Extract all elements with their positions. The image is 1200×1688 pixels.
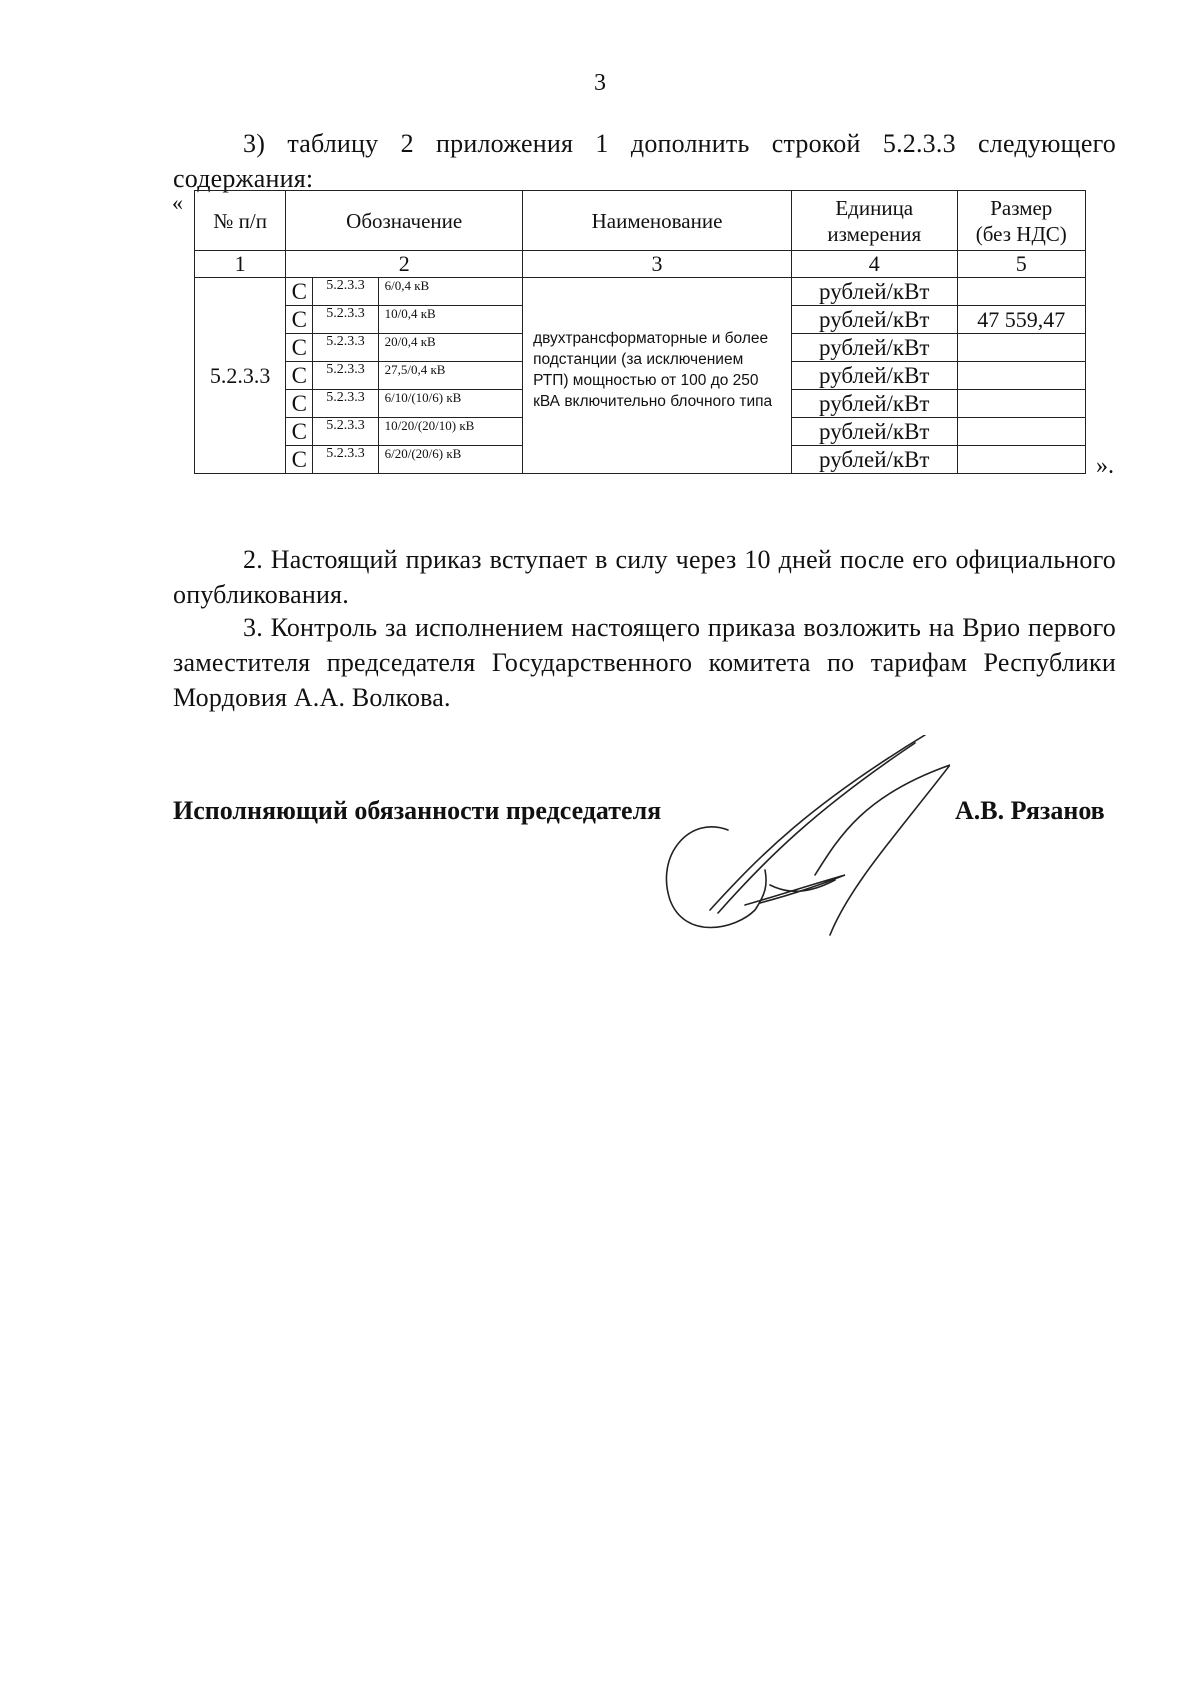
paragraph-3 bbox=[173, 610, 1116, 715]
size-cell bbox=[957, 390, 1085, 418]
category-letter: С bbox=[286, 418, 313, 446]
size-value: 47 559,47 bbox=[957, 306, 1085, 334]
size-cell bbox=[957, 362, 1085, 390]
intro-line-1: 3) таблицу 2 приложения 1 дополнить строкой 5.2.3.3 следующего bbox=[243, 129, 1116, 158]
sub-code: 5.2.3.3 bbox=[313, 306, 378, 334]
header-size bbox=[957, 191, 1085, 251]
voltage: 6/10/(10/6) кВ bbox=[378, 390, 522, 418]
unit-cell: рублей/кВт bbox=[791, 306, 957, 334]
intro-line-2: содержания: bbox=[173, 164, 314, 193]
sub-code: 5.2.3.3 bbox=[313, 362, 378, 390]
sub-code: 5.2.3.3 bbox=[313, 390, 378, 418]
category-letter: С bbox=[286, 278, 313, 306]
header-designation: Обозначение bbox=[286, 191, 523, 251]
sub-code: 5.2.3.3 bbox=[313, 418, 378, 446]
voltage: 27,5/0,4 кВ bbox=[378, 362, 522, 390]
category-letter: С bbox=[286, 306, 313, 334]
col-number: 1 bbox=[195, 251, 286, 278]
voltage: 20/0,4 кВ bbox=[378, 334, 522, 362]
header-size-line1: Размер bbox=[990, 195, 1053, 220]
handwritten-signature bbox=[650, 735, 950, 955]
size-cell bbox=[957, 278, 1085, 306]
voltage: 10/0,4 кВ bbox=[378, 306, 522, 334]
header-name: Наименование bbox=[523, 191, 792, 251]
table-header-row bbox=[195, 191, 1086, 251]
category-letter: С bbox=[286, 446, 313, 474]
header-num: № п/п bbox=[195, 191, 286, 251]
sub-code: 5.2.3.3 bbox=[313, 334, 378, 362]
unit-cell: рублей/кВт bbox=[791, 334, 957, 362]
opening-quote: « bbox=[172, 190, 183, 215]
page-number: 3 bbox=[594, 70, 606, 96]
size-cell bbox=[957, 446, 1085, 474]
voltage: 6/20/(20/6) кВ bbox=[378, 446, 522, 474]
header-size-line2: (без НДС) bbox=[975, 221, 1067, 246]
sub-code: 5.2.3.3 bbox=[313, 278, 378, 306]
size-cell bbox=[957, 418, 1085, 446]
description: двухтрансформаторные и более подстанции (за исключением РТП) мощностью от 100 до 250 кВА включительно блочного типа bbox=[523, 278, 792, 474]
paragraph-2-text: 2. Настоящий приказ вступает в силу через 10 дней после его официального опубликования. bbox=[173, 545, 1116, 609]
unit-cell: рублей/кВт bbox=[791, 278, 957, 306]
sub-code: 5.2.3.3 bbox=[313, 446, 378, 474]
unit-cell: рублей/кВт bbox=[791, 362, 957, 390]
row-number: 5.2.3.3 bbox=[195, 278, 286, 474]
header-unit-line2: измерения bbox=[827, 221, 922, 246]
table-row bbox=[195, 278, 1086, 306]
closing-quote: ». bbox=[1096, 453, 1114, 479]
col-number: 4 bbox=[791, 251, 957, 278]
unit-cell: рублей/кВт bbox=[791, 446, 957, 474]
col-number: 2 bbox=[286, 251, 523, 278]
category-letter: С bbox=[286, 362, 313, 390]
voltage: 10/20/(20/10) кВ bbox=[378, 418, 522, 446]
paragraph-2 bbox=[173, 542, 1116, 612]
col-number: 3 bbox=[523, 251, 792, 278]
column-number-row bbox=[195, 251, 1086, 278]
tariff-table bbox=[194, 190, 1086, 474]
paragraph-3-text: 3. Контроль за исполнением настоящего приказа возложить на Врио первого заместителя председателя Государственного комитета по тарифам Республики Мордовия А.А. Волкова. bbox=[173, 613, 1116, 712]
category-letter: С bbox=[286, 334, 313, 362]
signatory-name: А.В. Рязанов bbox=[955, 796, 1105, 825]
header-unit bbox=[791, 191, 957, 251]
unit-cell: рублей/кВт bbox=[791, 390, 957, 418]
category-letter: С bbox=[286, 390, 313, 418]
header-unit-line1: Единица bbox=[835, 195, 914, 220]
size-cell bbox=[957, 334, 1085, 362]
unit-cell: рублей/кВт bbox=[791, 418, 957, 446]
voltage: 6/0,4 кВ bbox=[378, 278, 522, 306]
col-number: 5 bbox=[957, 251, 1085, 278]
intro-paragraph bbox=[173, 126, 1116, 196]
signatory-title: Исполняющий обязанности председателя bbox=[173, 796, 662, 825]
